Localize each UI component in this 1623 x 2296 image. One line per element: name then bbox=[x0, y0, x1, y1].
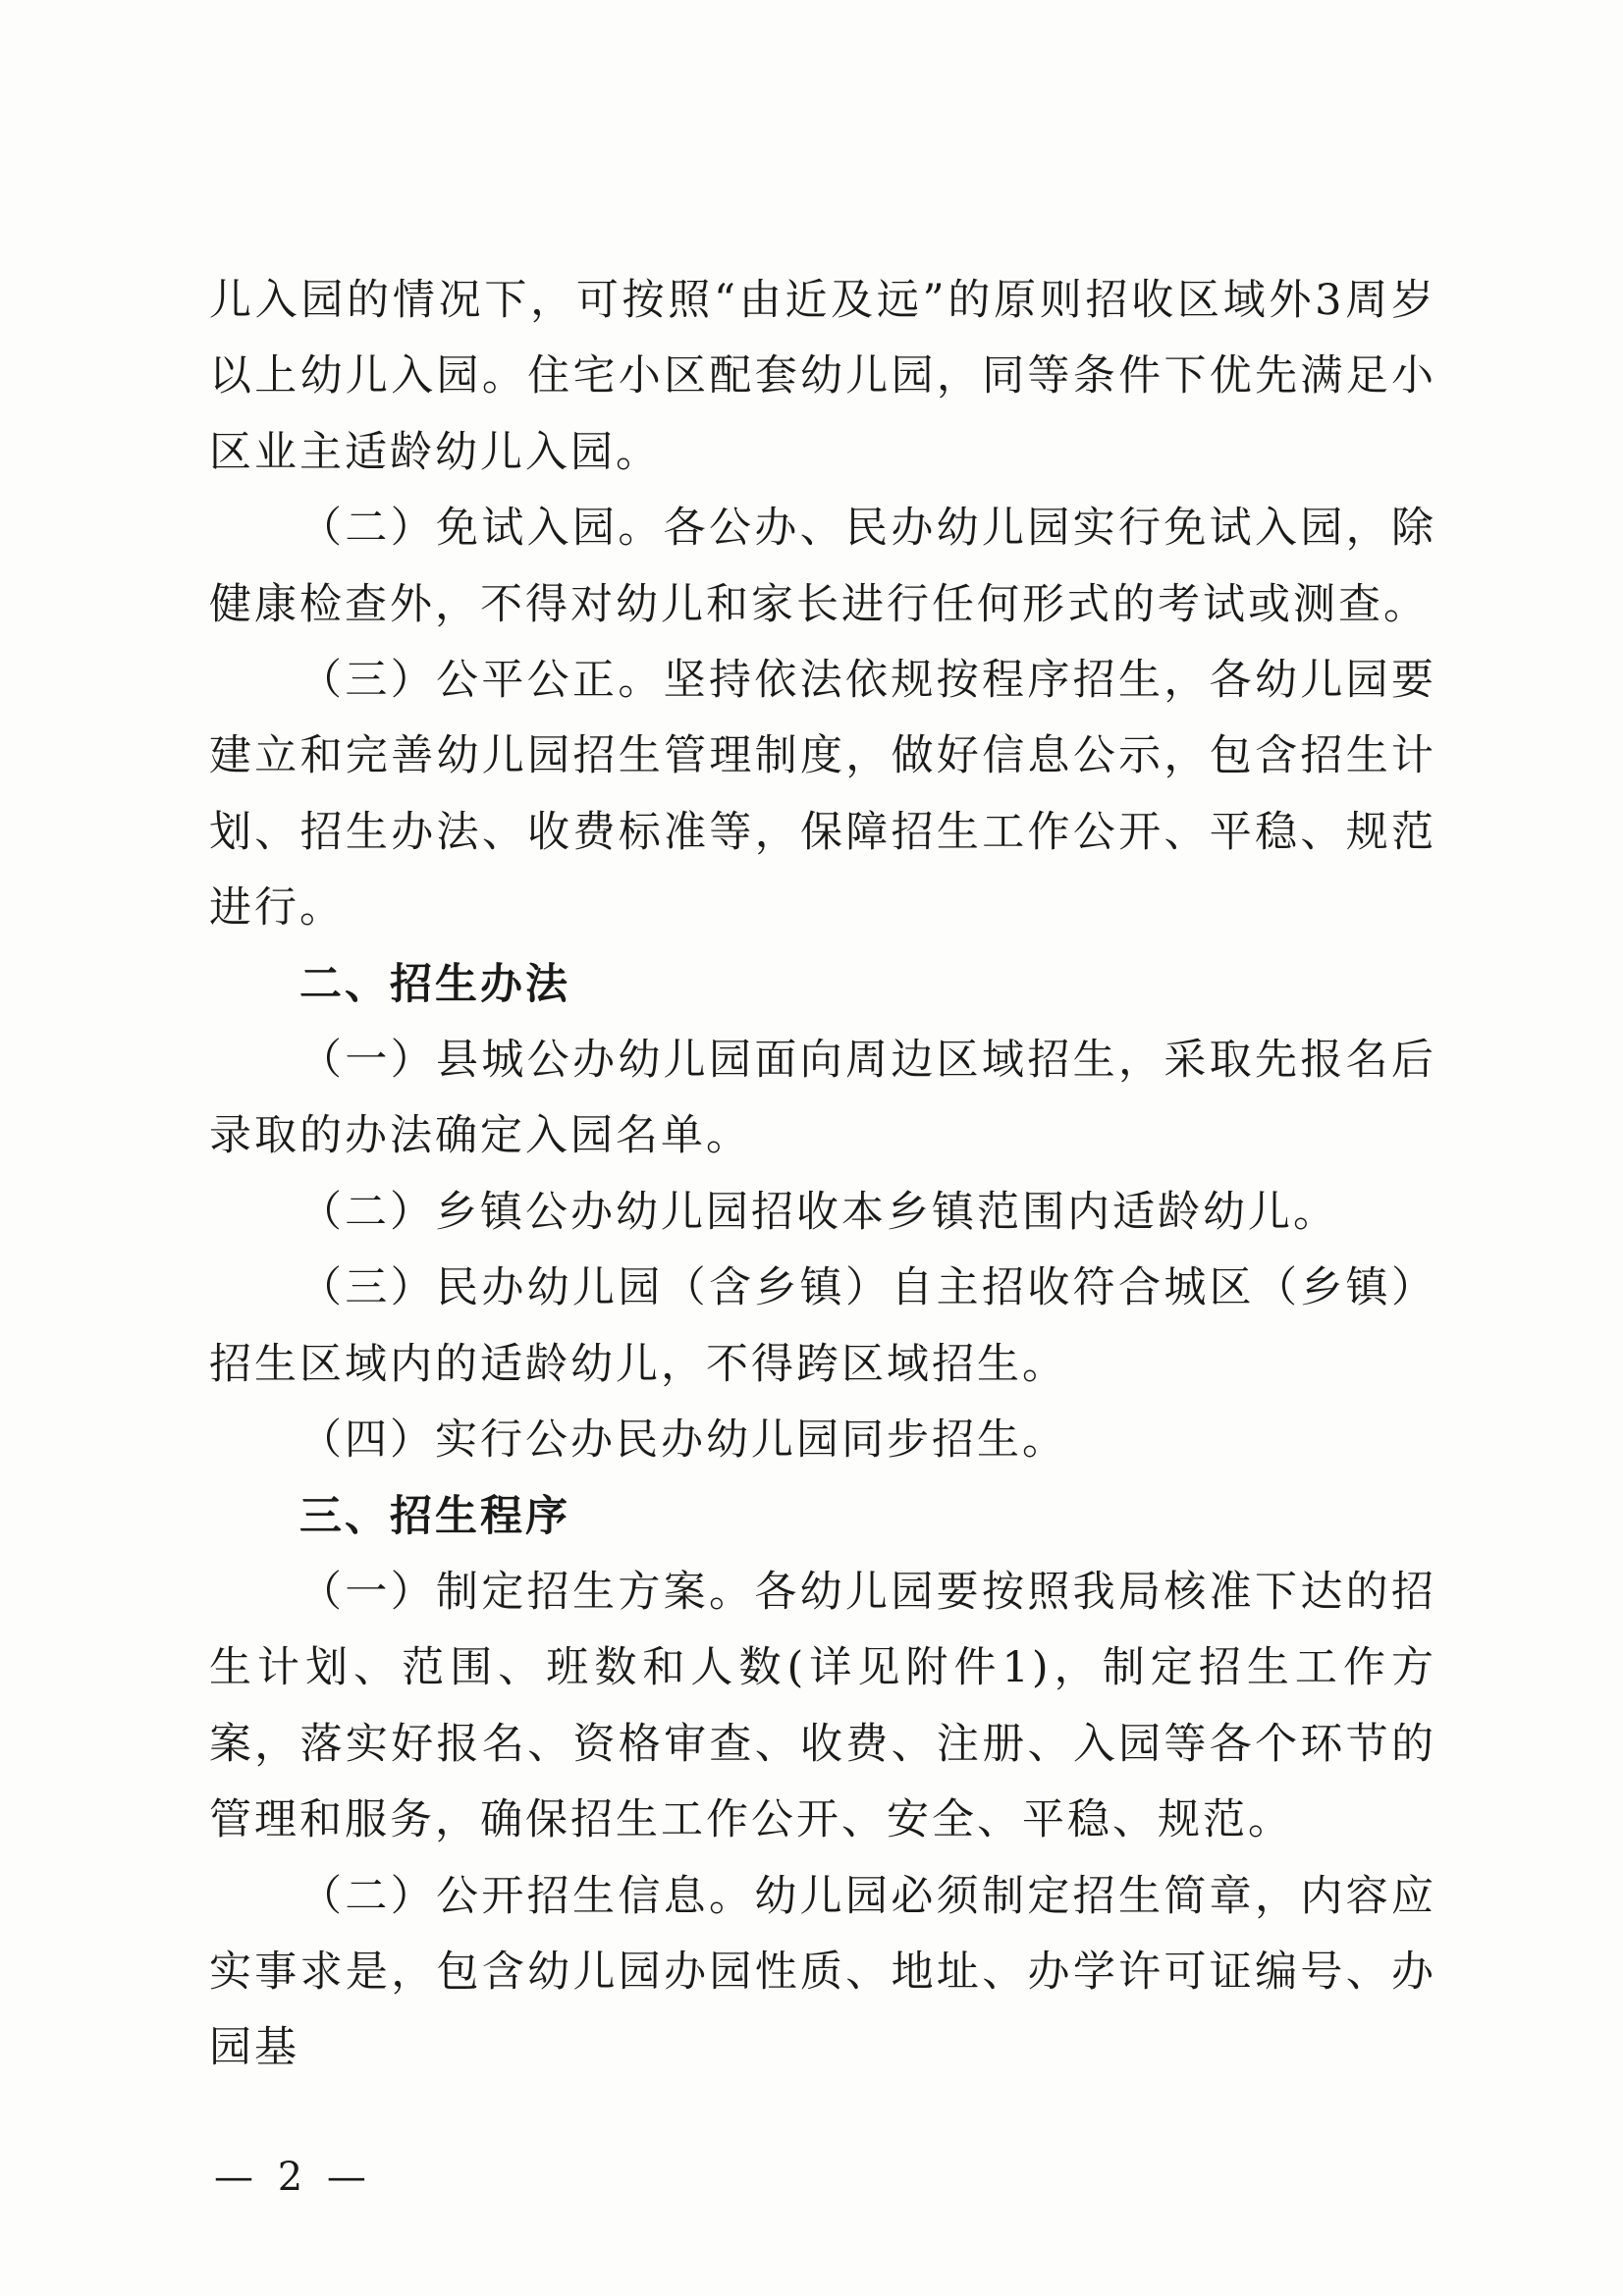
paragraph-synchronous-enrollment: （四）实行公办民办幼儿园同步招生。 bbox=[299, 1415, 1067, 1466]
paragraph-county-public-kindergartens: （一）县城公办幼儿园面向周边区域招生，采取先报名后录取的办法确定入园名单。 bbox=[209, 1036, 1436, 1161]
page-number: — 2 — bbox=[214, 2155, 372, 2200]
section-heading-enrollment-procedure: 三、招生程序 bbox=[299, 1491, 570, 1541]
paragraph-exam-free-admission: （二）免试入园。各公办、民办幼儿园实行免试入园，除健康检查外，不得对幼儿和家长进行任何形式的考试或测查。 bbox=[209, 504, 1436, 629]
paragraph-private-kindergartens: （三）民办幼儿园（含乡镇）自主招收符合城区（乡镇）招生区域内的适龄幼儿，不得跨区域招生。 bbox=[209, 1263, 1436, 1389]
paragraph-township-public-kindergartens: （二）乡镇公办幼儿园招收本乡镇范围内适龄幼儿。 bbox=[299, 1187, 1338, 1237]
paragraph-continuation: 儿入园的情况下，可按照“由近及远”的原则招收区域外3周岁以上幼儿入园。住宅小区配套幼儿园，同等条件下优先满足小区业主适龄幼儿入园。 bbox=[209, 276, 1436, 477]
document-body bbox=[209, 263, 1436, 2087]
paragraph-fairness: （三）公平公正。坚持依法依规按程序招生，各幼儿园要建立和完善幼儿园招生管理制度，做好信息公示，包含招生计划、招生办法、收费标准等，保障招生工作公开、平稳、规范进行。 bbox=[209, 656, 1436, 934]
paragraph-public-information: （二）公开招生信息。幼儿园必须制定招生简章，内容应实事求是，包含幼儿园办园性质、地址、办学许可证编号、办园基 bbox=[209, 1871, 1436, 2073]
section-heading-enrollment-method: 二、招生办法 bbox=[299, 959, 570, 1009]
paragraph-enrollment-plan: （一）制定招生方案。各幼儿园要按照我局核准下达的招生计划、范围、班数和人数(详见附件1)，制定招生工作方案，落实好报名、资格审查、收费、注册、入园等各个环节的管理和服务，确保招生工作公开、安全、平稳、规范。 bbox=[209, 1567, 1436, 1845]
